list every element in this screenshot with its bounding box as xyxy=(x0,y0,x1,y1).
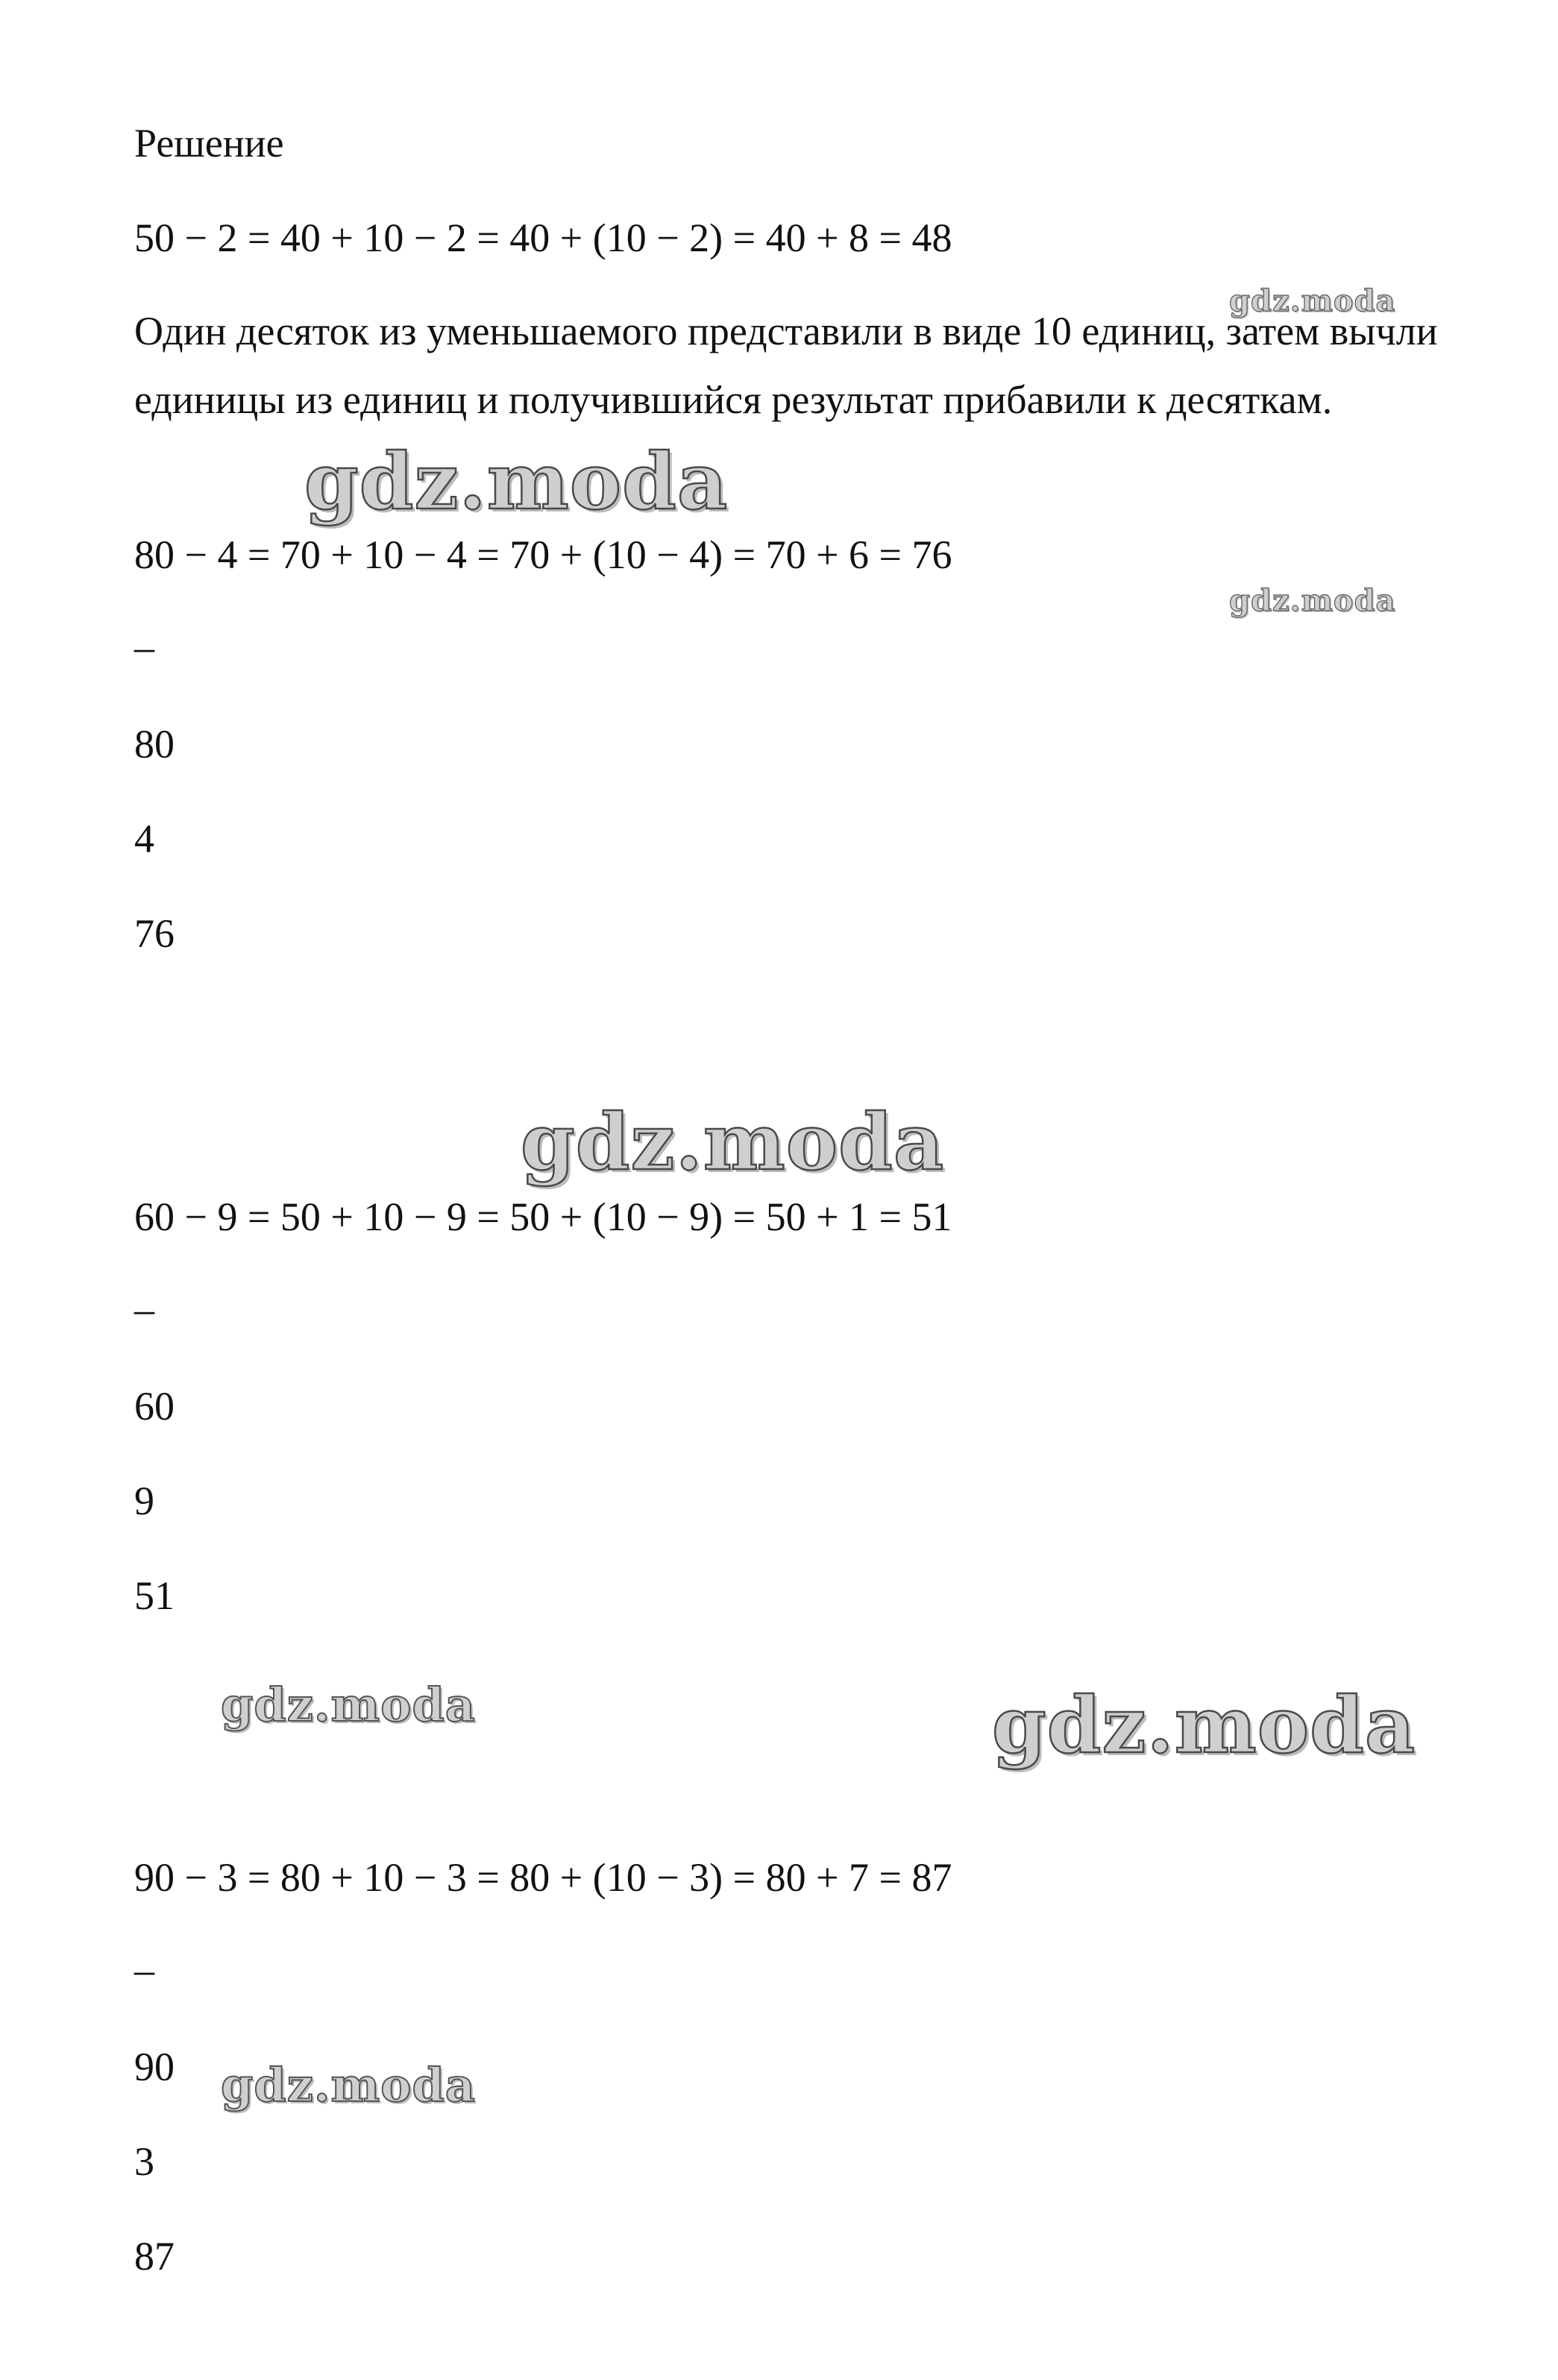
column-subtrahend-3: 9 xyxy=(134,1479,154,1523)
column-subtrahend-2: 4 xyxy=(134,816,154,861)
column-result-3: 51 xyxy=(134,1573,175,1618)
column-minuend-4: 90 xyxy=(134,2044,175,2089)
watermark-logo: gdz.moda xyxy=(1229,583,1396,618)
equation-4: 90 − 3 = 80 + 10 − 3 = 80 + (10 − 3) = 80 + 7 = 87 xyxy=(134,1855,952,1900)
equation-3: 60 − 9 = 50 + 10 − 9 = 50 + (10 − 9) = 50 + 1 = 51 xyxy=(134,1194,952,1239)
explanation-text: Один десяток из уменьшаемого представили в виде 10 единиц, затем вычли единицы из единиц и получившийся результат прибавили к десяткам. xyxy=(134,309,1438,422)
watermark-logo: gdz.moda xyxy=(304,435,729,527)
watermark-logo: gdz.moda xyxy=(521,1096,945,1188)
column-sign-2: – xyxy=(134,625,154,670)
watermark-logo: gdz.moda xyxy=(221,2058,476,2112)
watermark-logo: gdz.moda xyxy=(992,1679,1416,1771)
column-subtrahend-4: 3 xyxy=(134,2139,154,2184)
column-sign-4: – xyxy=(134,1948,154,1992)
column-sign-3: – xyxy=(134,1287,154,1332)
equation-2: 80 − 4 = 70 + 10 − 4 = 70 + (10 − 4) = 70 + 6 = 76 xyxy=(134,532,952,577)
column-minuend-2: 80 xyxy=(134,722,175,766)
watermark-logo: gdz.moda xyxy=(221,1678,476,1732)
solution-heading: Решение xyxy=(134,121,284,166)
watermark-logo: gdz.moda xyxy=(1229,283,1396,318)
column-result-2: 76 xyxy=(134,911,175,956)
column-result-4: 87 xyxy=(134,2234,175,2279)
column-minuend-3: 60 xyxy=(134,1384,175,1429)
equation-1: 50 − 2 = 40 + 10 − 2 = 40 + (10 − 2) = 40 + 8 = 48 xyxy=(134,215,952,260)
